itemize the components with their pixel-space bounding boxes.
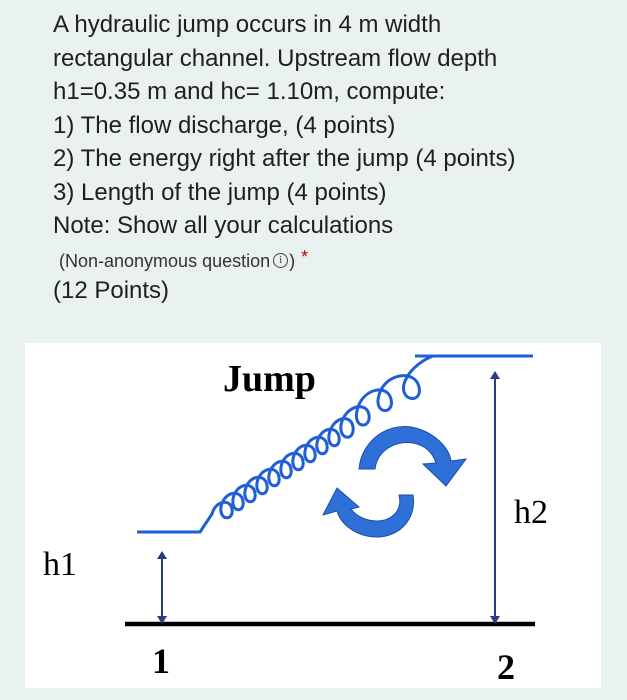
h2-label: h2 bbox=[514, 494, 548, 531]
section-1-label: 1 bbox=[152, 641, 170, 681]
question-line-7: Note: Show all your calculations bbox=[53, 212, 394, 239]
upstream-water-surface bbox=[137, 514, 212, 532]
section-2-label: 2 bbox=[497, 647, 515, 687]
question-line-3: h1=0.35 m and hc= 1.10m, compute: bbox=[53, 78, 446, 105]
jump-title: Jump bbox=[223, 358, 316, 400]
question-line-6: 3) Length of the jump (4 points) bbox=[53, 178, 387, 206]
question-line-2: rectangular channel. Upstream flow depth bbox=[53, 44, 498, 72]
non-anonymous-label: (Non-anonymous question bbox=[59, 250, 271, 271]
question-line-4: 1) The flow discharge, (4 points) bbox=[53, 111, 396, 139]
question-block bbox=[53, 8, 613, 306]
hydraulic-jump-diagram bbox=[25, 343, 601, 688]
hydraulic-jump-figure bbox=[25, 343, 601, 688]
question-line-5: 2) The energy right after the jump (4 points) bbox=[53, 145, 516, 172]
required-star: * bbox=[301, 246, 309, 267]
h1-label: h1 bbox=[43, 546, 77, 583]
question-line-1: A hydraulic jump occurs in 4 m width bbox=[53, 11, 442, 38]
meta-close-paren: ) bbox=[289, 250, 296, 271]
question-meta bbox=[59, 248, 613, 274]
clockwise-arrow-icon bbox=[359, 426, 466, 486]
info-icon[interactable]: i bbox=[273, 253, 288, 268]
points-label: (12 Points) bbox=[53, 276, 170, 304]
counterclockwise-arrow-icon bbox=[323, 488, 414, 537]
